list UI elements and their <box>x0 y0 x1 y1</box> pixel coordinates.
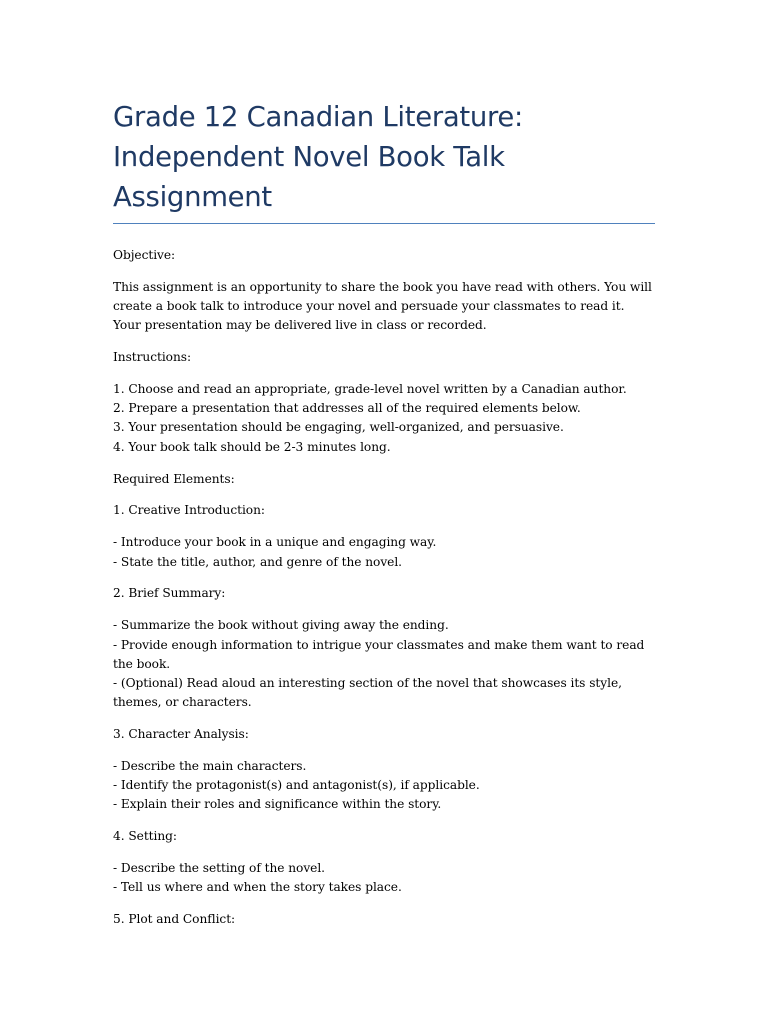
section-items <box>113 757 655 815</box>
bullet-item: - Identify the protagonist(s) and antagonist(s), if applicable. <box>113 778 480 793</box>
instructions-list <box>113 380 655 457</box>
document-title: Grade 12 Canadian Literature: Independent Novel Book Talk Assignment <box>113 97 655 224</box>
objective-label: Objective: <box>113 248 176 262</box>
section-heading: 5. Plot and Conflict: <box>113 912 236 927</box>
section-heading: 4. Setting: <box>113 829 177 844</box>
document-page <box>113 97 655 942</box>
instruction-item: 3. Your presentation should be engaging, well-organized, and persuasive. <box>113 420 564 435</box>
instruction-item: 4. Your book talk should be 2-3 minutes long. <box>113 439 391 454</box>
section-items <box>113 859 655 897</box>
document-body <box>113 246 655 929</box>
instructions-label: Instructions: <box>113 350 192 365</box>
instruction-item: 2. Prepare a presentation that addresses all of the required elements below. <box>113 401 581 416</box>
bullet-item: - Provide enough information to intrigue your classmates and make them want to read the book. <box>113 637 645 671</box>
section-heading: 2. Brief Summary: <box>113 586 226 601</box>
objective-text: This assignment is an opportunity to share the book you have read with others. You will create a book talk to introduce your novel and persuade your classmates to read it. Your presentation may be delivered live in class or recorded. <box>113 279 652 333</box>
bullet-item: - Explain their roles and significance within the story. <box>113 797 442 812</box>
required-elements-label: Required Elements: <box>113 471 235 486</box>
section-items <box>113 533 655 571</box>
bullet-item: - Describe the setting of the novel. <box>113 861 325 876</box>
bullet-item: - Summarize the book without giving away the ending. <box>113 618 449 633</box>
bullet-item: - Tell us where and when the story takes place. <box>113 880 402 895</box>
section-heading: 1. Creative Introduction: <box>113 503 265 518</box>
bullet-item: - Introduce your book in a unique and engaging way. <box>113 535 437 550</box>
section-heading: 3. Character Analysis: <box>113 727 249 742</box>
bullet-item: - State the title, author, and genre of the novel. <box>113 554 402 569</box>
bullet-item: - Describe the main characters. <box>113 758 307 773</box>
section-items <box>113 616 655 712</box>
bullet-item: - (Optional) Read aloud an interesting section of the novel that showcases its style, themes, or characters. <box>113 675 622 710</box>
instruction-item: 1. Choose and read an appropriate, grade-level novel written by a Canadian author. <box>113 382 627 397</box>
